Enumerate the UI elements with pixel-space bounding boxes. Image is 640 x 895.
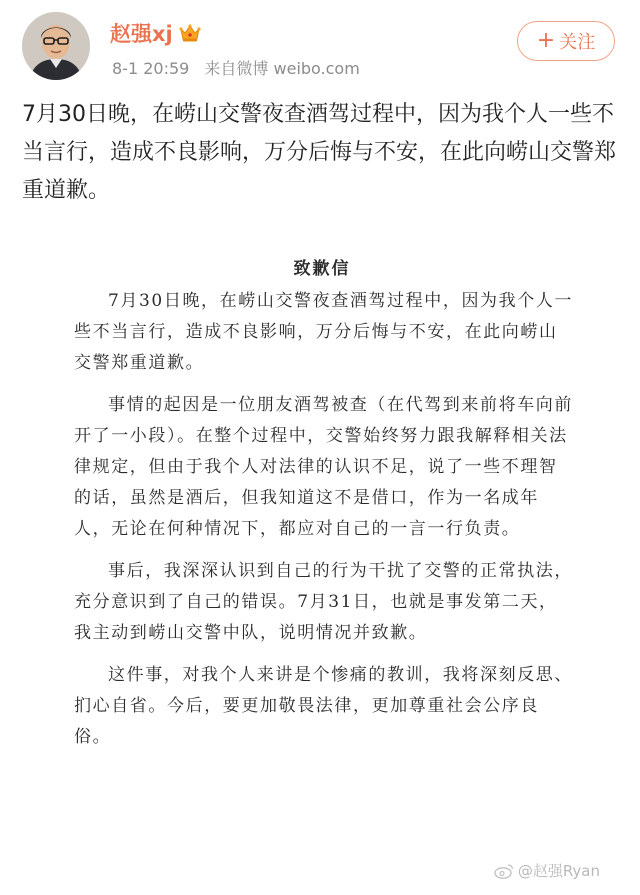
plus-icon: + bbox=[536, 28, 556, 53]
watermark-text: @赵强Ryan bbox=[517, 862, 600, 880]
letter-paragraph: 这件事，对我个人来讲是个惨痛的教训，我将深刻反思、扪心自省。今后，要更加敬畏法律，更加尊重社会公序良俗。 bbox=[74, 665, 573, 747]
post-timestamp[interactable]: 8-1 20:59 bbox=[112, 59, 190, 78]
avatar-portrait-icon bbox=[22, 12, 90, 80]
avatar[interactable] bbox=[22, 12, 90, 80]
letter-paragraph: 事情的起因是一位朋友酒驾被查（在代驾到来前将车向前开了一小段）。在整个过程中，交警始终努力跟我解释相关法律规定，但由于我个人对法律的认识不足，说了一些不理智的话，虽然是酒后，但我知道这不是借口，作为一名成年人，无论在何种情况下，都应对自己的一言一行负责。 bbox=[74, 395, 573, 539]
letter-paragraph: 事后，我深深认识到自己的行为干扰了交警的正常执法，充分意识到了自己的错误。7月31日，也就是事发第二天，我主动到崂山交警中队，说明情况并致歉。 bbox=[74, 561, 573, 643]
name-row bbox=[110, 16, 201, 50]
letter-body bbox=[74, 286, 574, 764]
post-meta bbox=[112, 56, 370, 79]
follow-button-label: 关注 bbox=[559, 32, 596, 53]
username-link[interactable]: 赵强xj bbox=[110, 22, 173, 46]
post-text: 7月30日晚，在崂山交警夜查酒驾过程中，因为我个人一些不当言行，造成不良影响，万分后悔与不安，在此向崂山交警郑重道歉。 bbox=[22, 102, 617, 203]
letter-title: 致歉信 bbox=[293, 259, 351, 279]
letter-paragraph: 7月30日晚，在崂山交警夜查酒驾过程中，因为我个人一些不当言行，造成不良影响，万分后悔与不安，在此向崂山交警郑重道歉。 bbox=[74, 291, 574, 373]
weibo-watermark bbox=[494, 860, 600, 881]
apology-letter-image[interactable] bbox=[22, 222, 622, 895]
weibo-logo-icon bbox=[494, 863, 514, 879]
post-source: 来自微博 weibo.com bbox=[204, 59, 360, 78]
vip-crown-icon[interactable] bbox=[179, 23, 201, 43]
post-header bbox=[0, 0, 640, 92]
follow-button[interactable] bbox=[517, 21, 615, 61]
